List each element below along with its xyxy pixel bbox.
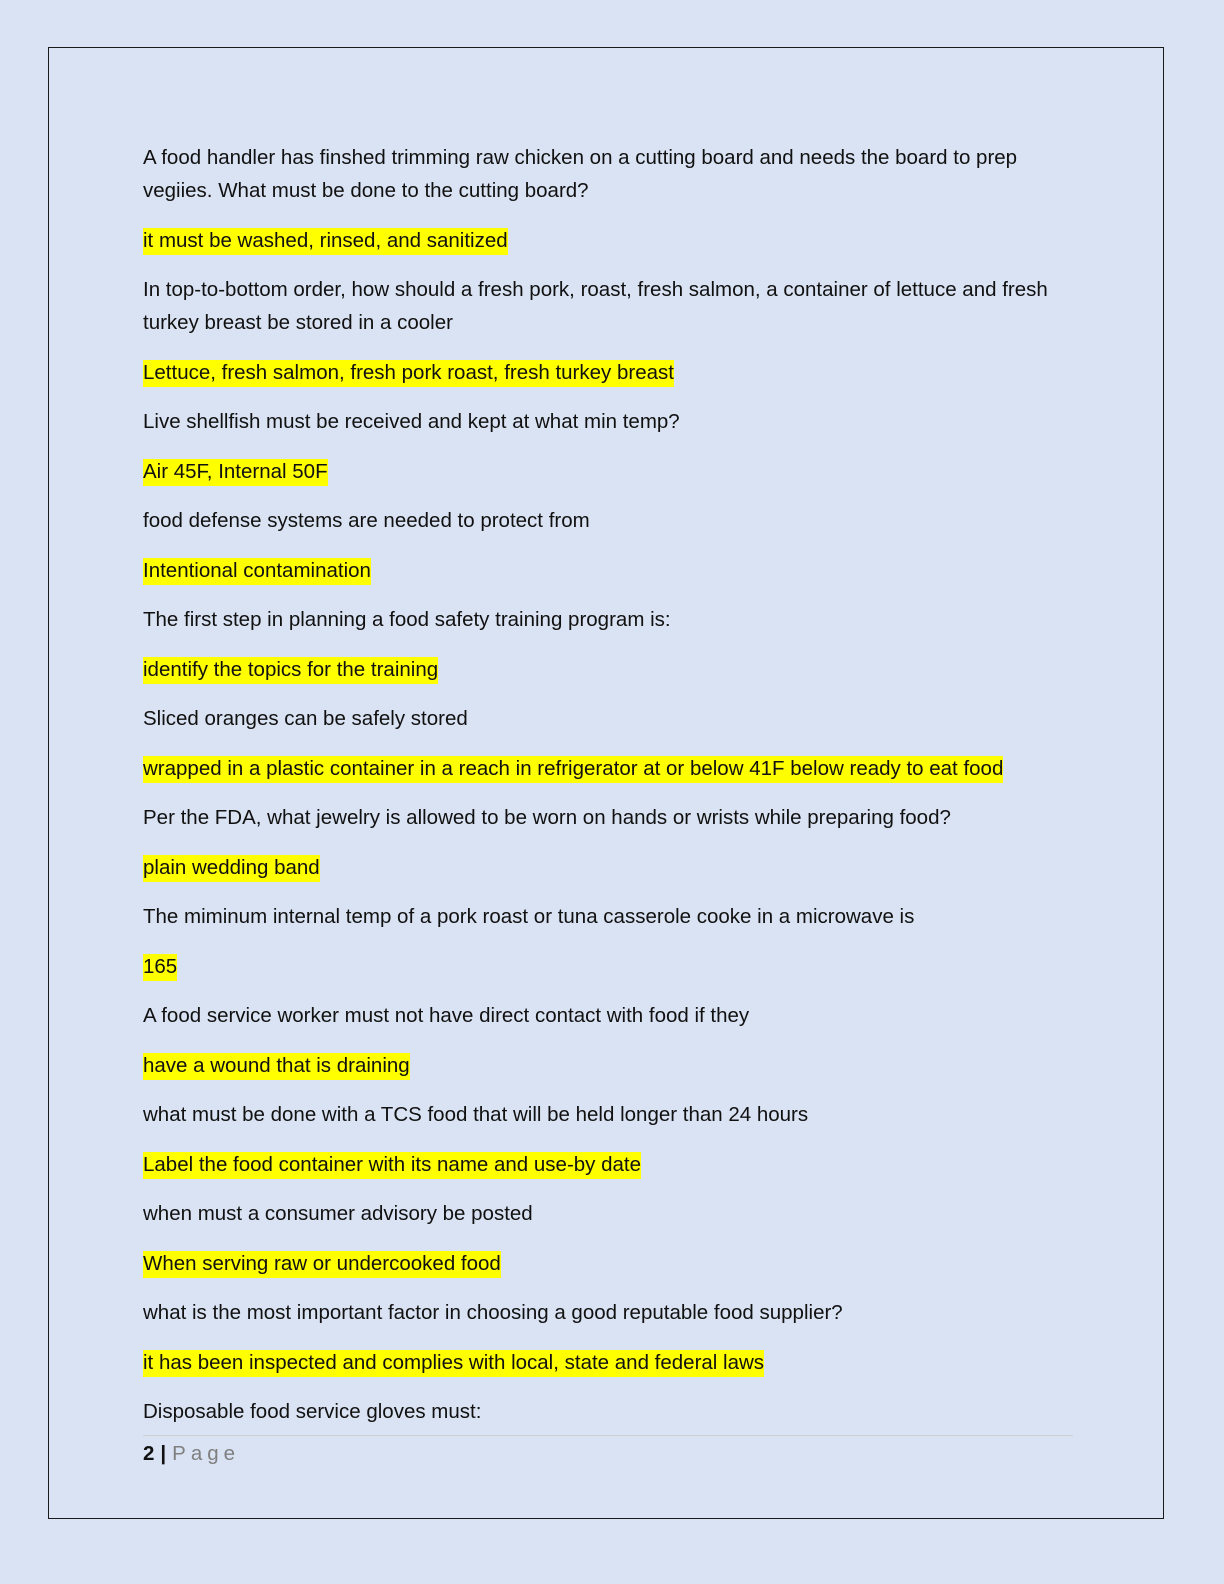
answer-text [143,950,1083,983]
answer-highlight: have a wound that is draining [143,1053,410,1080]
answer-highlight: Label the food container with its name and use-by date [143,1152,641,1179]
answer-highlight: it has been inspected and complies with local, state and federal laws [143,1350,764,1377]
question-text: Per the FDA, what jewelry is allowed to be worn on hands or wrists while preparing food? [143,806,951,829]
question-text: what must be done with a TCS food that will be held longer than 24 hours [143,1103,809,1126]
answer-highlight: Air 45F, Internal 50F [143,459,328,486]
answer-highlight: 165 [143,954,177,981]
footer-divider [143,1435,1073,1436]
page-label: Page [172,1442,241,1465]
question-text: A food service worker must not have direct contact with food if they [143,1004,750,1027]
answer-text [143,752,1083,785]
page-footer [143,1440,240,1468]
question-text: Sliced oranges can be safely stored [143,707,468,730]
answer-text [143,1148,1083,1181]
question-text: what is the most important factor in choosing a good reputable food supplier? [143,1301,843,1324]
question-text: In top-to-bottom order, how should a fresh pork, roast, fresh salmon, a container of lettuce and fresh turkey breast be stored in a cooler [143,278,1048,334]
answer-text [143,554,1083,587]
answer-text [143,851,1083,884]
footer-separator: | [160,1442,167,1465]
answer-highlight: identify the topics for the training [143,657,438,684]
answer-highlight: Lettuce, fresh salmon, fresh pork roast, fresh turkey breast [143,360,674,387]
answer-text [143,653,1083,686]
answer-text [143,356,1083,389]
question-text: The first step in planning a food safety training program is: [143,608,671,631]
answer-text [143,1049,1083,1082]
question-text: food defense systems are needed to protect from [143,509,590,532]
question-text: Disposable food service gloves must: [143,1400,482,1423]
answer-text [143,1346,1083,1379]
answer-highlight: Intentional contamination [143,558,371,585]
answer-text [143,455,1083,488]
answer-highlight: When serving raw or undercooked food [143,1251,501,1278]
question-text: when must a consumer advisory be posted [143,1202,533,1225]
page-number: 2 [143,1442,155,1465]
question-text: A food handler has finshed trimming raw chicken on a cutting board and needs the board to prep vegiies. What must be done to the cutting board? [143,146,1018,202]
question-text: The miminum internal temp of a pork roast or tuna casserole cooke in a microwave is [143,905,915,928]
document-body [143,141,1083,1445]
question-text: Live shellfish must be received and kept at what min temp? [143,410,680,433]
answer-highlight: it must be washed, rinsed, and sanitized [143,228,508,255]
answer-text [143,1247,1083,1280]
answer-highlight: plain wedding band [143,855,320,882]
answer-highlight: wrapped in a plastic container in a reach in refrigerator at or below 41F below ready to eat food [143,756,1003,783]
answer-text [143,224,1083,257]
